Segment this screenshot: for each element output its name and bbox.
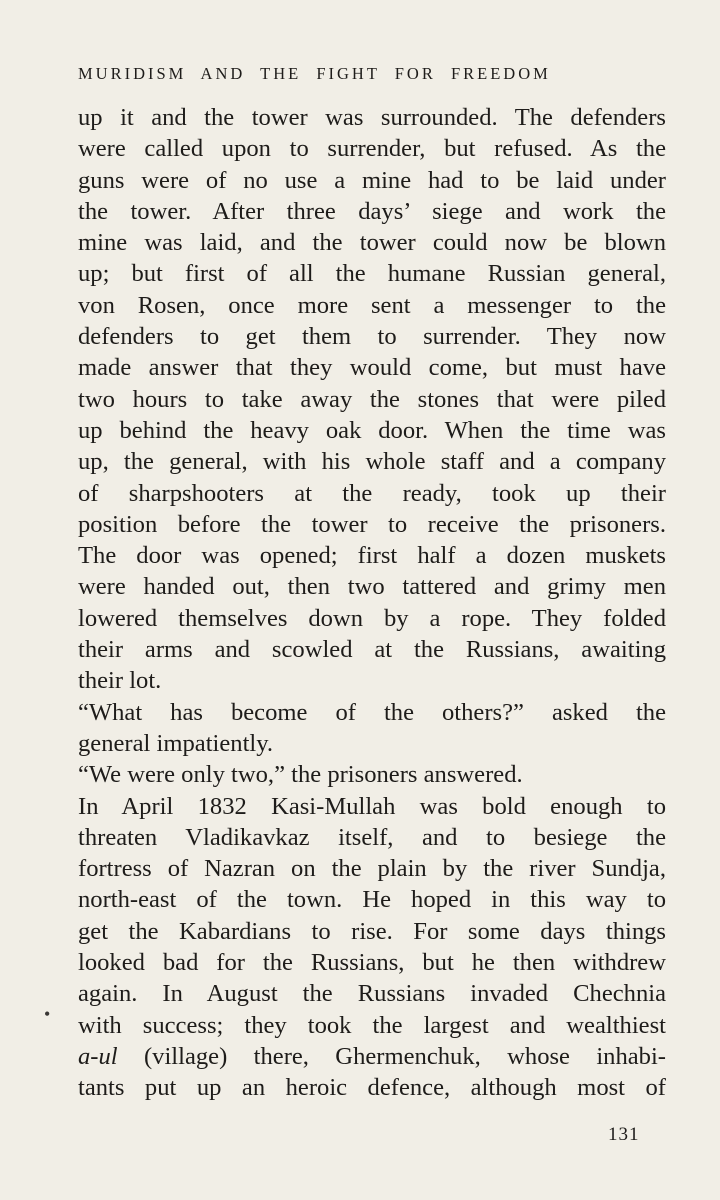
text-line: guns were of no use a mine had to be laid under (78, 166, 666, 194)
text-line: made answer that they would come, but must have (78, 354, 666, 382)
text-line: again. In August the Russians invaded Chechnia (78, 980, 666, 1008)
text-line: up behind the heavy oak door. When the time was (78, 416, 666, 444)
text-line: defenders to get them to surrender. They now (78, 323, 666, 351)
text-line: lowered themselves down by a rope. They folded (78, 604, 666, 632)
text-line: get the Kabardians to rise. For some days things (78, 917, 666, 945)
text-line: mine was laid, and the tower could now be blown (78, 229, 666, 257)
text-line: of sharpshooters at the ready, took up their (78, 479, 666, 507)
text-line: In April 1832 Kasi-Mullah was bold enough to (78, 792, 666, 820)
text-line: two hours to take away the stones that were piled (78, 385, 666, 413)
text-line: “What has become of the others?” asked the (78, 698, 666, 726)
text-line: with success; they took the largest and wealthiest (78, 1011, 666, 1039)
running-head: MURIDISM AND THE FIGHT FOR FREEDOM (78, 64, 551, 83)
text-line: position before the tower to receive the prisoners. (78, 510, 666, 538)
text-line: “We were only two,” the prisoners answered. (78, 761, 523, 789)
text-line: their arms and scowled at the Russians, awaiting (78, 636, 666, 664)
text-line: tants put up an heroic defence, although most of (78, 1074, 666, 1102)
text-line: up it and the tower was surrounded. The defenders (78, 104, 666, 131)
text-line: their lot. (78, 667, 162, 695)
text-line: the tower. After three days’ siege and work the (78, 197, 666, 225)
text-line: von Rosen, once more sent a messenger to the (78, 291, 666, 319)
text-line: The door was opened; first half a dozen muskets (78, 542, 666, 570)
text-line (78, 1041, 666, 1072)
text-line: were handed out, then two tattered and grimy men (78, 573, 666, 601)
italic-word: a-ul (78, 1042, 118, 1070)
text-line: fortress of Nazran on the plain by the river Sundja, (78, 855, 666, 883)
text-line: threaten Vladikavkaz itself, and to besiege the (78, 823, 666, 851)
page-number: 131 (608, 1124, 640, 1145)
text-line: were called upon to surrender, but refused. As the (78, 135, 666, 163)
body-text (78, 102, 666, 1104)
margin-mark: • (44, 1004, 51, 1024)
text-line: general impatiently. (78, 729, 274, 757)
text-line-rest: (village) there, Ghermenchuk, whose inhabi- (117, 1042, 666, 1070)
text-line: up; but first of all the humane Russian general, (78, 260, 666, 288)
text-line: looked bad for the Russians, but he then withdrew (78, 949, 666, 977)
text-line: up, the general, with his whole staff and a company (78, 448, 666, 476)
text-line: north-east of the town. He hoped in this way to (78, 886, 666, 914)
